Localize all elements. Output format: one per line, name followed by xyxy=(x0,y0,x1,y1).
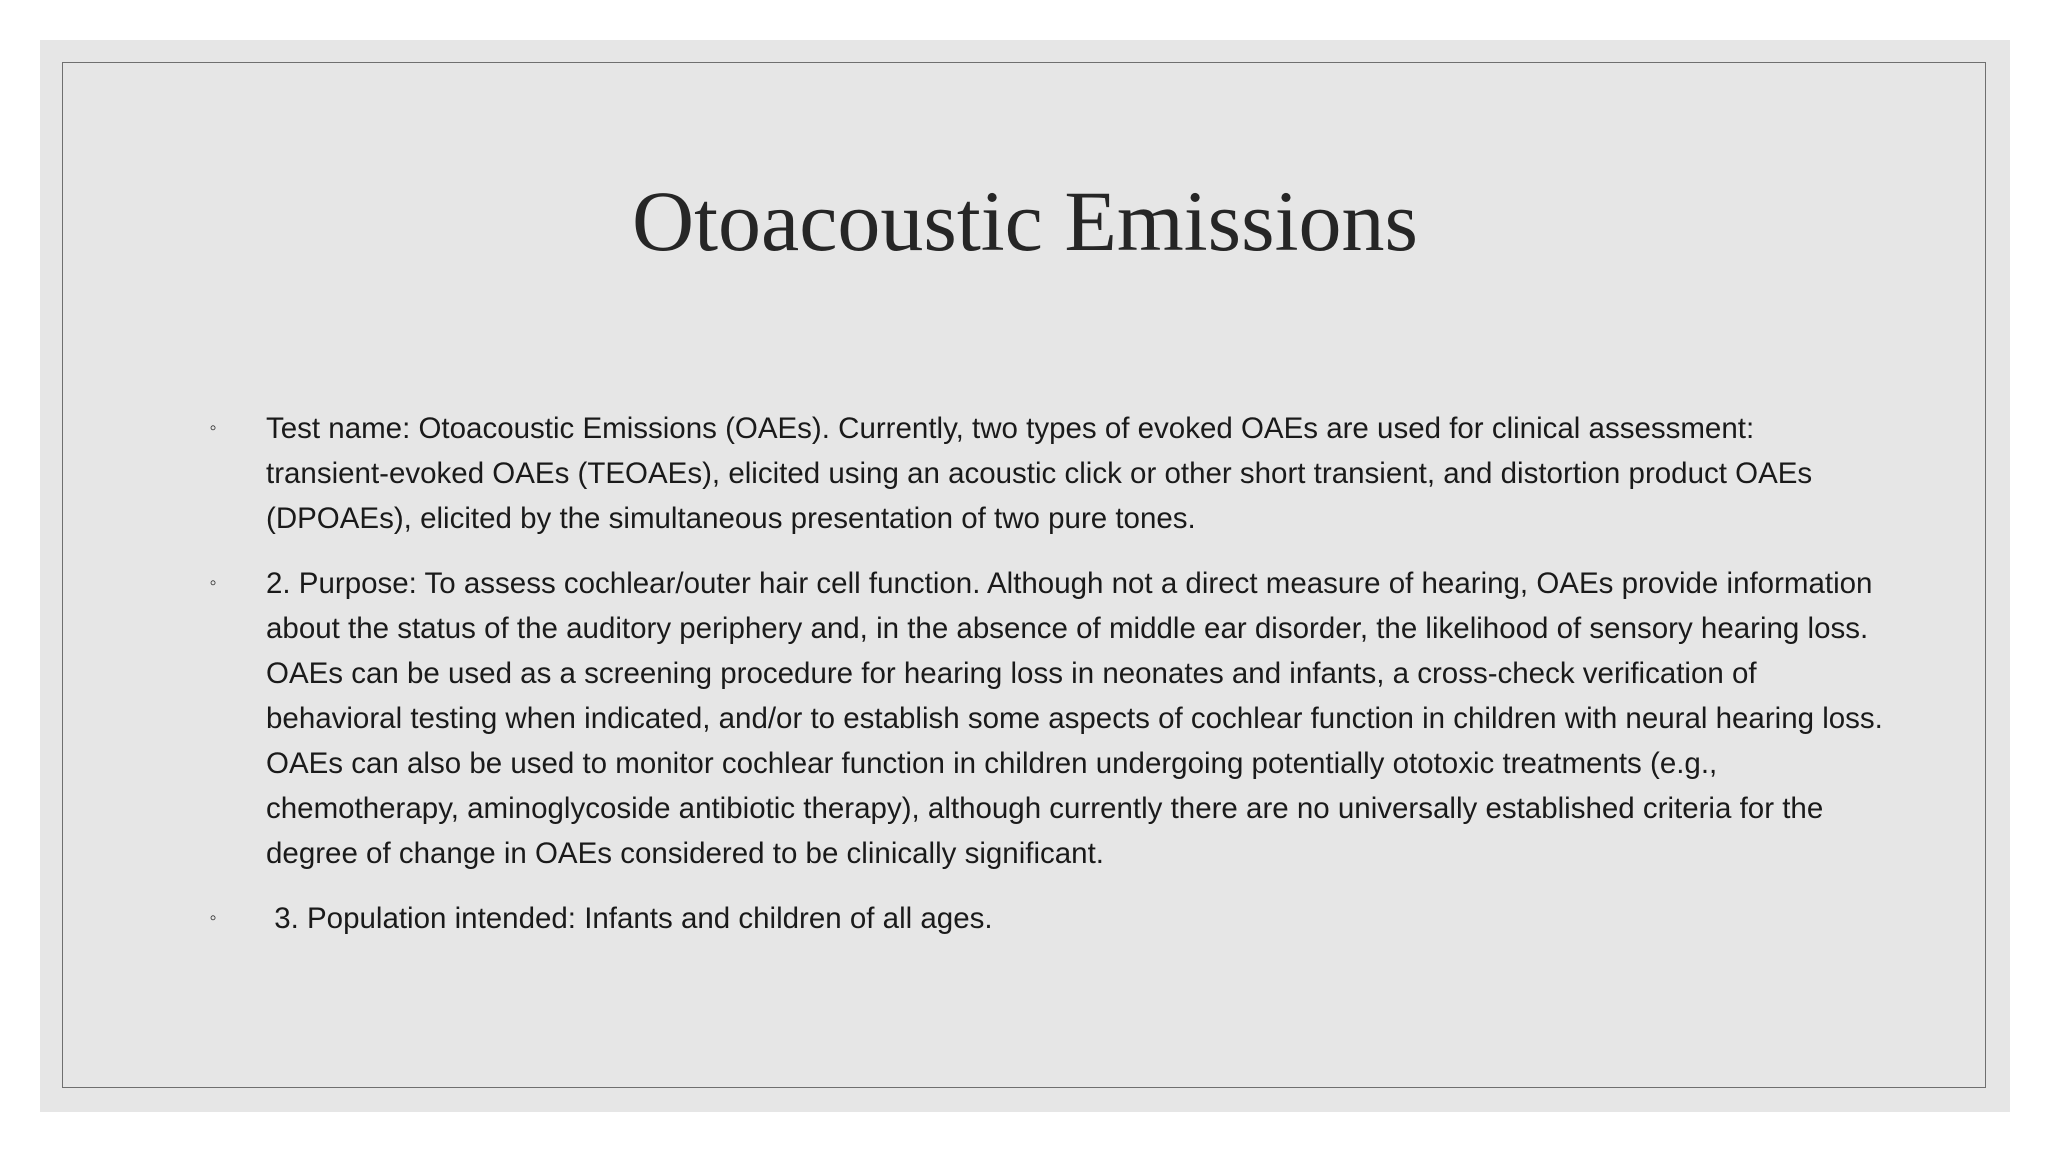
bullet-list xyxy=(193,406,1883,961)
bullet-marker-icon: ◦ xyxy=(209,572,217,594)
bullet-text: 2. Purpose: To assess cochlear/outer hair cell function. Although not a direct measure of hearing, OAEs provide information about the status of the auditory periphery and, in the absence of middle ear disorder, the likelihood of sensory hearing loss. OAEs can be used as a screening procedure for hearing loss in neonates and infants, a cross-check verification of behavioral testing when indicated, and/or to establish some aspects of cochlear function in children with neural hearing loss. OAEs can also be used to monitor cochlear function in children undergoing potentially ototoxic treatments (e.g., chemotherapy, aminoglycoside antibiotic therapy), although currently there are no universally established criteria for the degree of change in OAEs considered to be clinically significant. xyxy=(266,567,1883,870)
bullet-marker-icon: ◦ xyxy=(209,417,217,439)
slide-title: Otoacoustic Emissions xyxy=(632,173,1418,269)
bullet-purpose xyxy=(193,561,1883,876)
bullet-text: Test name: Otoacoustic Emissions (OAEs). Currently, two types of evoked OAEs are used for clinical assessment: transient-evoked OAEs (TEOAEs), elicited using an acoustic click or other short transient, and distortion product OAEs (DPOAEs), elicited by the simultaneous presentation of two pure tones. xyxy=(266,412,1813,535)
bullet-test-name xyxy=(193,406,1883,541)
bullet-marker-icon: ◦ xyxy=(209,907,217,929)
bullet-text: 3. Population intended: Infants and children of all ages. xyxy=(266,902,993,935)
bullet-population xyxy=(193,896,1883,941)
slide xyxy=(40,40,2010,1112)
